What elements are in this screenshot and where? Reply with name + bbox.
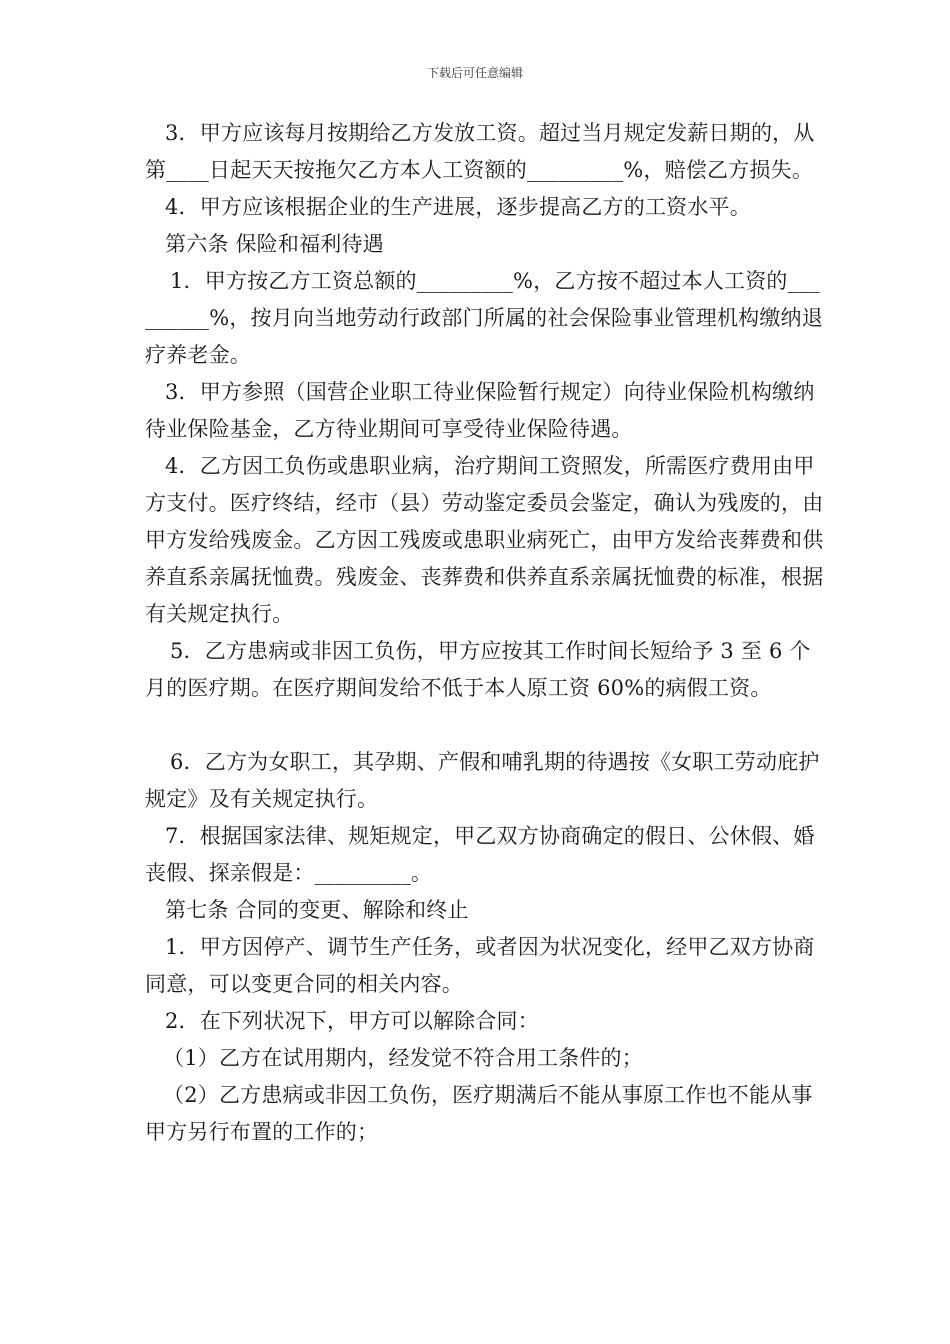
- clause-6-1: 1．甲方按乙方工资总额的_________%，乙方按不超过本人工资的_________%，按月向当地劳动行政部门所属的社会保险事业管理机构缴纳退疗养老金。: [145, 269, 823, 367]
- document-body: [145, 115, 825, 1151]
- paragraph-gap: [145, 707, 825, 744]
- clause-6-4: 4．乙方因工负伤或患职业病，治疗期间工资照发，所需医疗费用由甲方支付。医疗终结，经市（县）劳动鉴定委员会鉴定，确认为残废的，由甲方发给残废金。乙方因工残废或患职业病死亡，由甲方发给丧葬费和供养直系亲属抚恤费。残废金、丧葬费和供养直系亲属抚恤费的标准，根据有关规定执行。: [145, 454, 824, 626]
- article-7-title: 第七条 合同的变更、解除和终止: [165, 898, 469, 922]
- clause-6-7: 7．根据国家法律、规矩规定，甲乙双方协商确定的假日、公休假、婚丧假、探亲假是：_________。: [145, 824, 815, 885]
- clause-6-5: 5．乙方患病或非因工负伤，甲方应按其工作时间长短给予 3 至 6 个月的医疗期。在医疗期间发给不低于本人原工资 60%的病假工资。: [145, 639, 811, 700]
- clause-5-4: 4．甲方应该根据企业的生产进展，逐步提高乙方的工资水平。: [165, 195, 751, 219]
- clause-7-2: 2．在下列状况下，甲方可以解除合同：: [165, 1009, 539, 1033]
- clause-5-3: 3．甲方应该每月按期给乙方发放工资。超过当月规定发薪日期的，从第____日起天天按拖欠乙方本人工资额的_________%，赔偿乙方损失。: [145, 121, 815, 182]
- clause-7-2-item-1: （1）乙方在试用期内，经发觉不符合用工条件的；: [163, 1046, 643, 1070]
- article-6-title: 第六条 保险和福利待遇: [165, 232, 384, 256]
- clause-6-3: 3．甲方参照（国营企业职工待业保险暂行规定）向待业保险机构缴纳待业保险基金，乙方待业期间可享受待业保险待遇。: [145, 380, 815, 441]
- clause-6-6: 6．乙方为女职工，其孕期、产假和哺乳期的待遇按《女职工劳动庇护规定》及有关规定执行。: [145, 750, 820, 811]
- clause-7-2-item-2: （2）乙方患病或非因工负伤，医疗期满后不能从事原工作也不能从事甲方另行布置的工作的；: [145, 1083, 813, 1144]
- clause-7-1: 1．甲方因停产、调节生产任务，或者因为状况变化，经甲乙双方协商同意，可以变更合同的相关内容。: [145, 935, 815, 996]
- page-header: 下载后可任意编辑: [426, 66, 523, 80]
